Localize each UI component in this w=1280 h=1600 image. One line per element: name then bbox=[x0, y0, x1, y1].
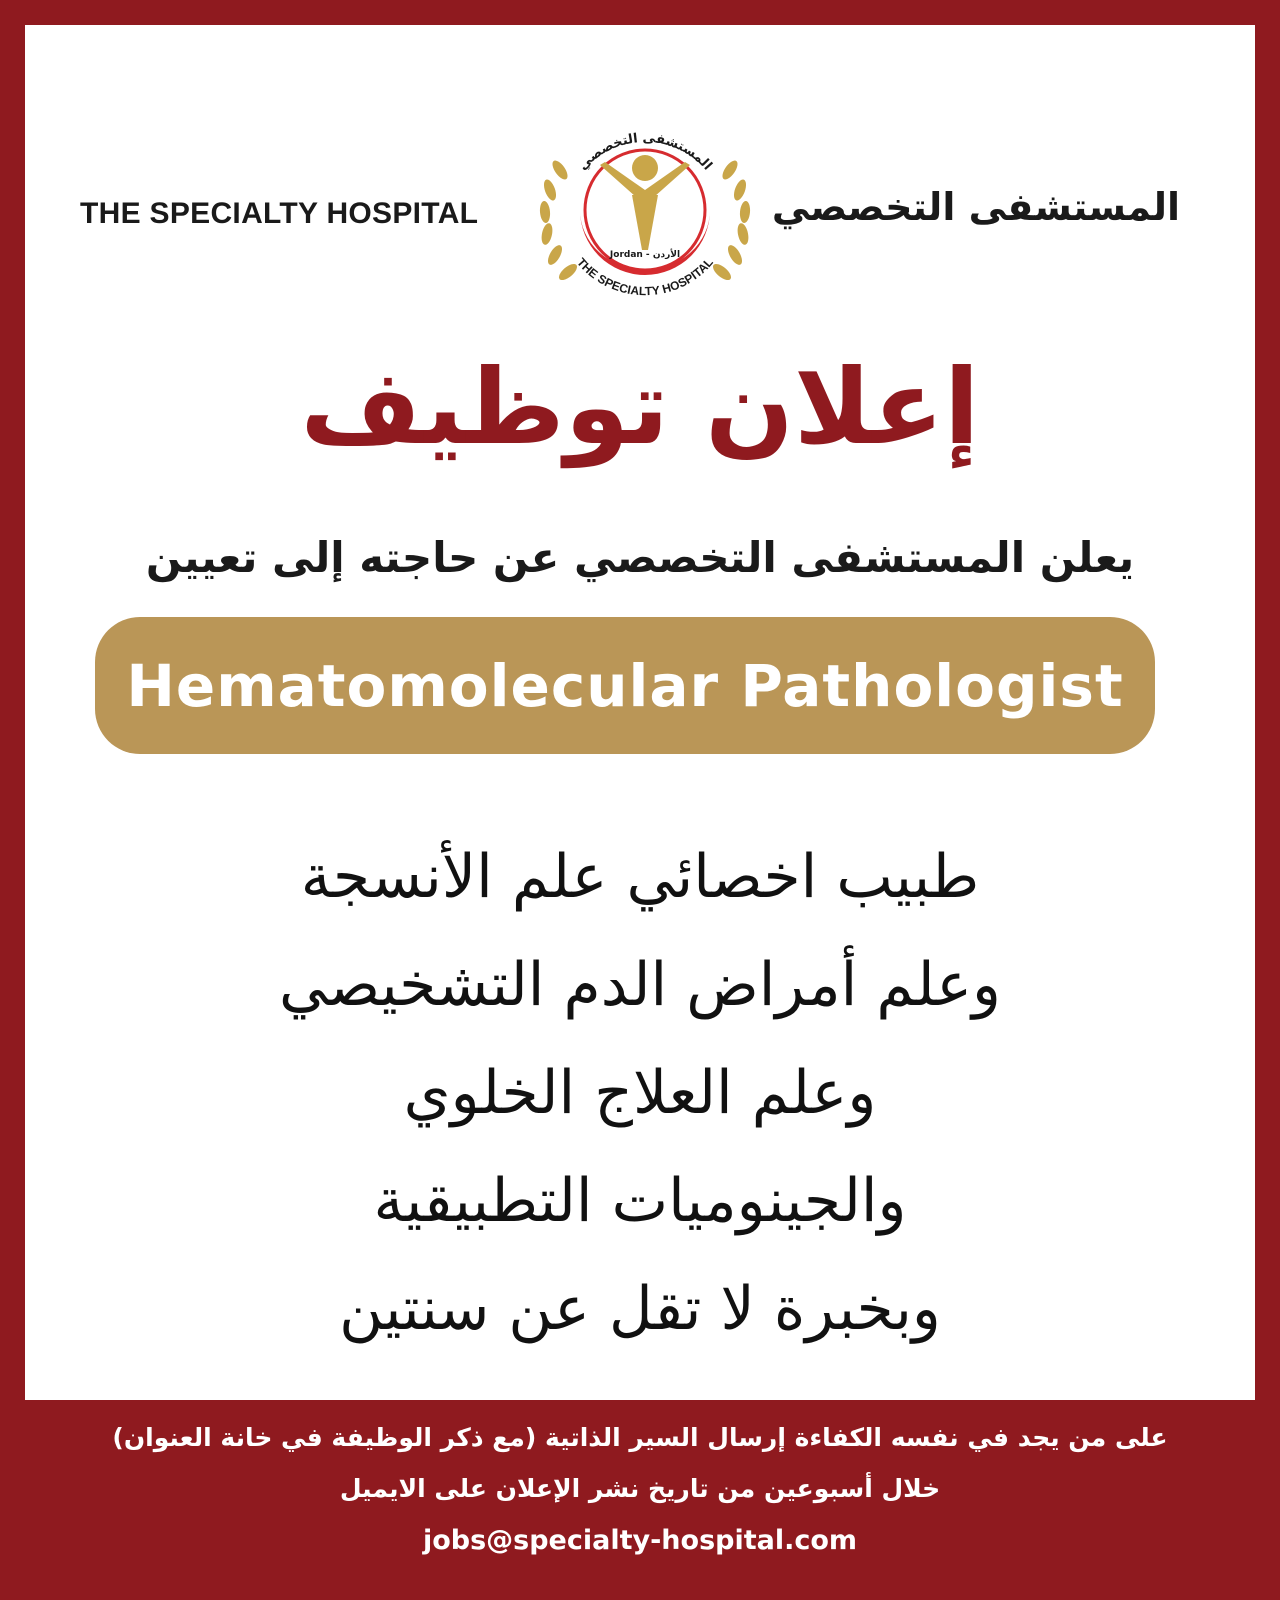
role-title: Hematomolecular Pathologist bbox=[126, 651, 1124, 720]
hospital-logo bbox=[520, 110, 770, 315]
hospital-name-ar: المستشفى التخصصي bbox=[771, 185, 1180, 229]
intro-text: يعلن المستشفى التخصصي عن حاجته إلى تعيين bbox=[145, 533, 1135, 582]
contact-email[interactable]: jobs@specialty-hospital.com bbox=[422, 1525, 858, 1556]
person-figure-icon bbox=[600, 155, 690, 250]
description-line: وبخبرة لا تقل عن سنتين bbox=[339, 1274, 941, 1344]
description-line: وعلم العلاج الخلوي bbox=[403, 1058, 877, 1128]
page-title: إعلان توظيف bbox=[300, 346, 980, 468]
footer-instruction-2: خلال أسبوعين من تاريخ نشر الإعلان على الايميل bbox=[339, 1474, 941, 1503]
hospital-name-en: THE SPECIALTY HOSPITAL bbox=[80, 197, 479, 230]
footer-instruction-1: على من يجد في نفسه الكفاءة إرسال السير الذاتية (مع ذكر الوظيفة في خانة العنوان) bbox=[112, 1423, 1168, 1452]
svg-text:THE SPECIALTY HOSPITAL: THE SPECIALTY HOSPITAL bbox=[574, 255, 716, 299]
description-line: طبيب اخصائي علم الأنسجة bbox=[300, 842, 980, 912]
description-line: وعلم أمراض الدم التشخيصي bbox=[279, 950, 1001, 1020]
logo-inner-text: Jordan - الأردن bbox=[609, 250, 681, 260]
svg-text:المستشفى التخصصي: المستشفى التخصصي bbox=[575, 130, 715, 174]
laurel-left-icon bbox=[539, 158, 580, 283]
laurel-right-icon bbox=[710, 158, 751, 283]
role-badge bbox=[95, 617, 1155, 754]
job-description bbox=[25, 823, 1255, 1363]
description-line: والجينوميات التطبيقية bbox=[373, 1166, 907, 1236]
footer bbox=[0, 1400, 1280, 1600]
content-panel bbox=[25, 25, 1255, 1400]
